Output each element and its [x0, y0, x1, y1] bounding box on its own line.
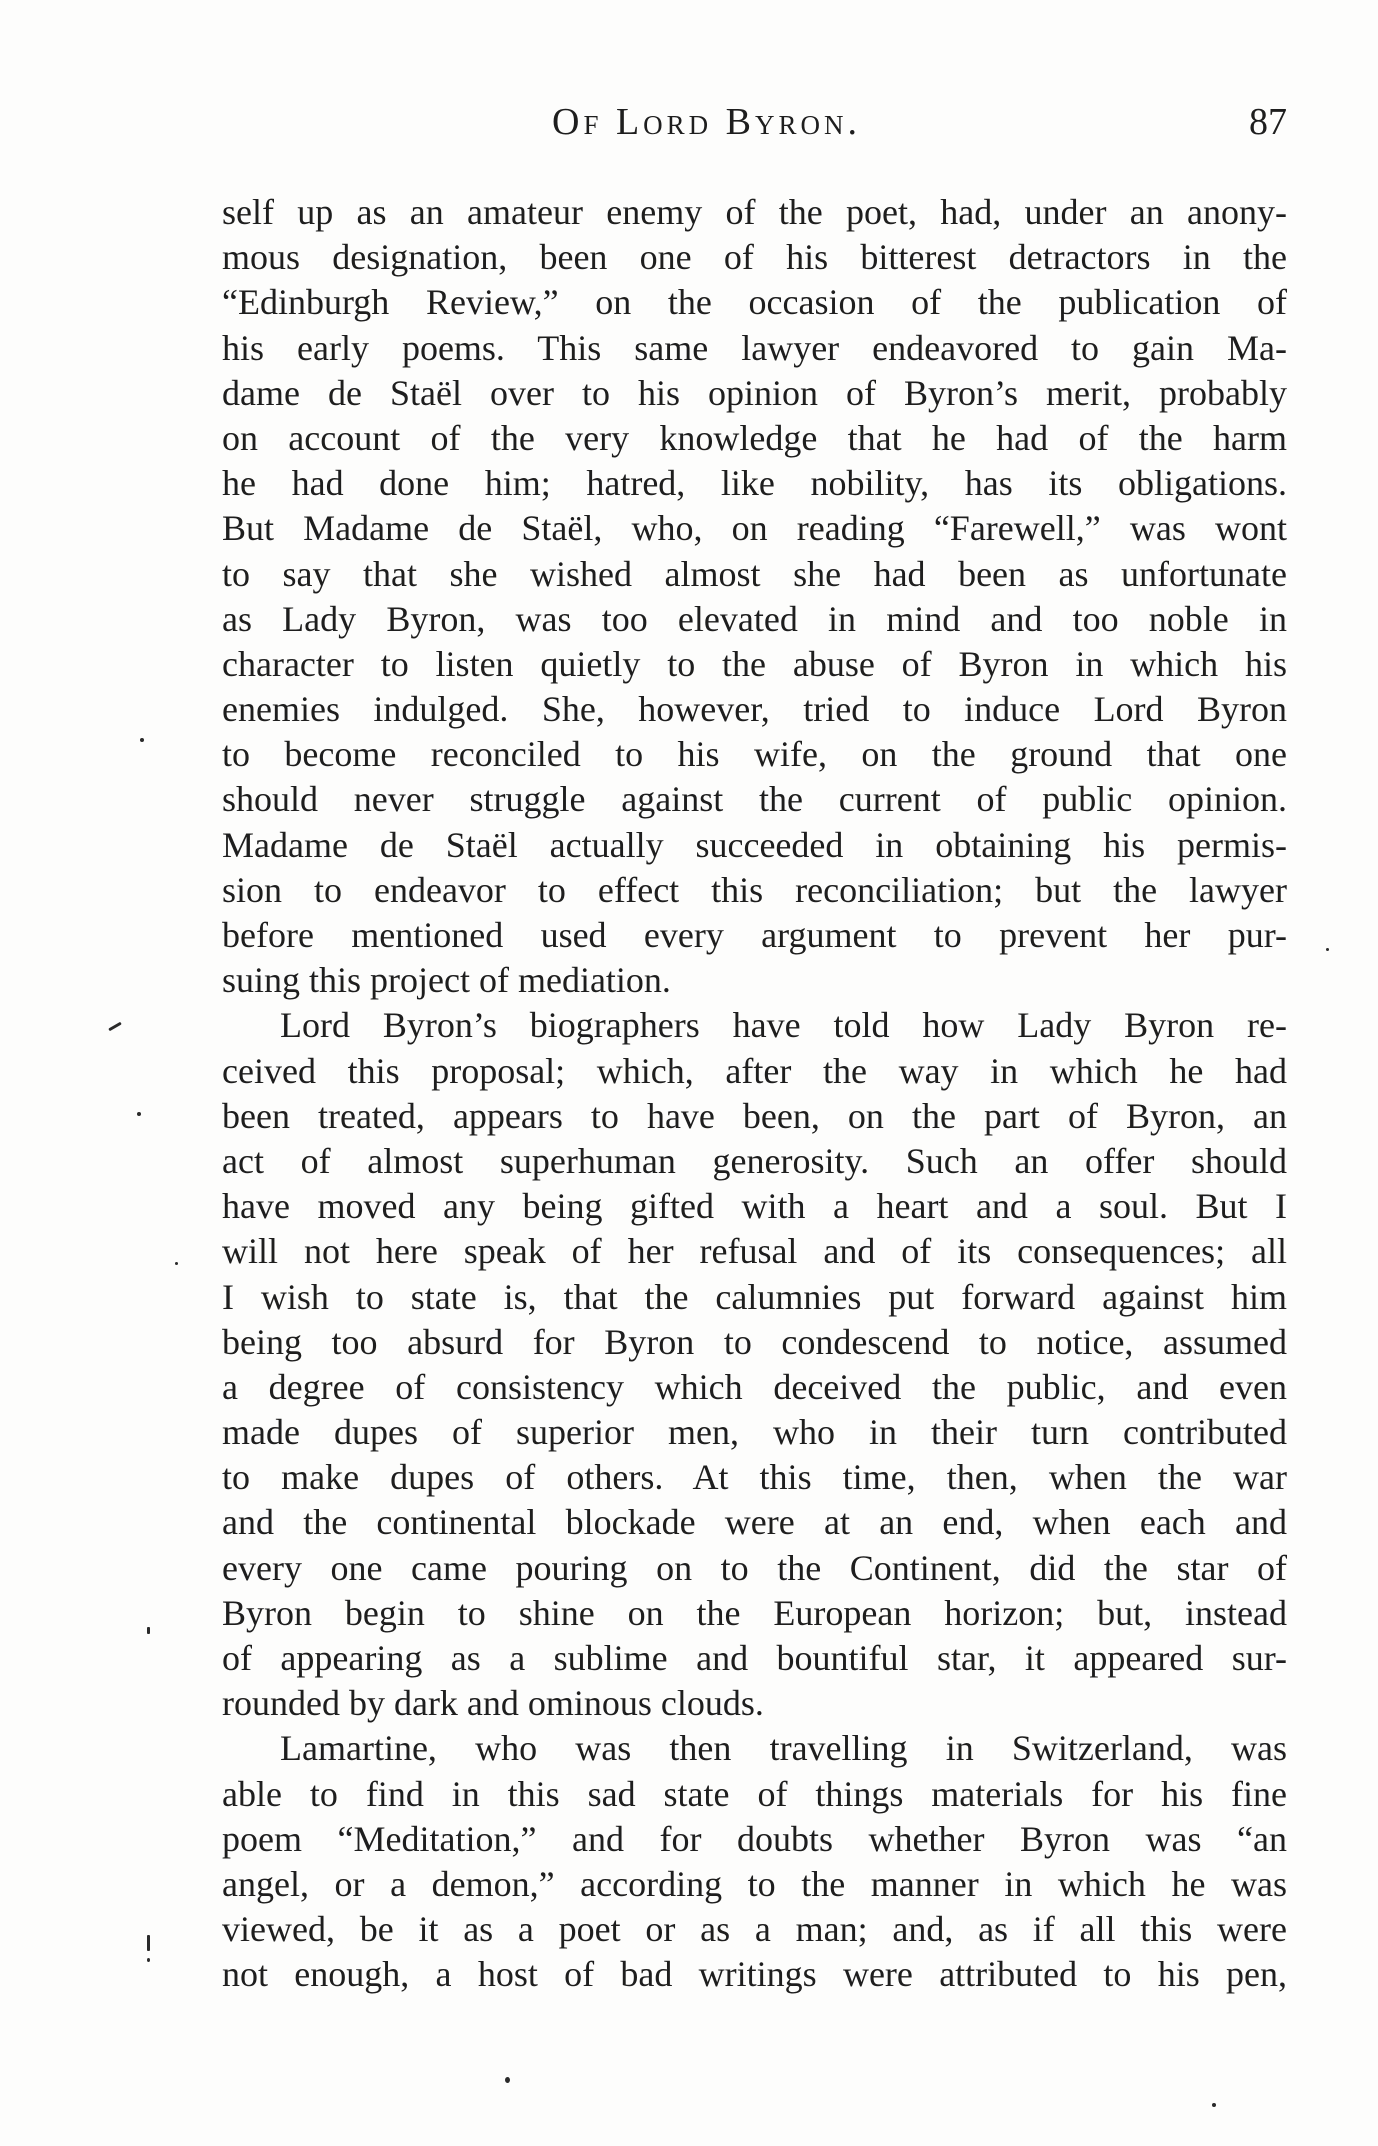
scan-speck: [175, 1262, 178, 1265]
scan-speck: [108, 1022, 122, 1032]
text-line: viewed, be it as a poet or as a man; and, as if all this were: [222, 1909, 1287, 1950]
text-line: to become reconciled to his wife, on the ground that one: [222, 734, 1287, 775]
body-text: [222, 190, 1287, 1998]
running-head: [222, 100, 1287, 160]
text-line: a degree of consistency which deceived the public, and even: [222, 1366, 1287, 1407]
text-line: character to listen quietly to the abuse of Byron in which his: [222, 643, 1287, 684]
text-line: enemies indulged. She, however, tried to induce Lord Byron: [222, 689, 1287, 730]
text-line: every one came pouring on to the Continent, did the star of: [222, 1547, 1287, 1588]
text-line: ceived this proposal; which, after the way in which he had: [222, 1050, 1287, 1091]
text-line: his early poems. This same lawyer endeavored to gain Ma-: [222, 327, 1287, 368]
scan-speck: [147, 1935, 150, 1951]
text-line: I wish to state is, that the calumnies put forward against him: [222, 1276, 1287, 1317]
text-line: made dupes of superior men, who in their turn contributed: [222, 1412, 1287, 1453]
text-line: poem “Meditation,” and for doubts whether Byron was “an: [222, 1818, 1287, 1859]
text-line: Byron begin to shine on the European horizon; but, instead: [222, 1592, 1287, 1633]
page-number: 87: [1249, 101, 1287, 143]
scan-speck: [505, 2077, 510, 2083]
text-line: dame de Staël over to his opinion of Byron’s merit, probably: [222, 372, 1287, 413]
scan-speck: [137, 1112, 141, 1116]
text-line: as Lady Byron, was too elevated in mind and too noble in: [222, 598, 1287, 639]
text-line: But Madame de Staël, who, on reading “Farewell,” was wont: [222, 508, 1287, 549]
text-line: and the continental blockade were at an end, when each and: [222, 1502, 1287, 1543]
scan-speck: [1212, 2103, 1216, 2107]
scan-speck: [1326, 948, 1329, 951]
text-line: Madame de Staël actually succeeded in obtaining his permis-: [222, 824, 1287, 865]
text-line: before mentioned used every argument to prevent her pur-: [222, 915, 1287, 955]
text-line: sion to endeavor to effect this reconciliation; but the lawyer: [222, 869, 1287, 910]
text-line: act of almost superhuman generosity. Such an offer should: [222, 1140, 1287, 1181]
running-title: Of Lord Byron.: [552, 101, 862, 143]
text-line: of appearing as a sublime and bountiful star, it appeared sur-: [222, 1638, 1287, 1678]
text-line: “Edinburgh Review,” on the occasion of the publication of: [222, 282, 1287, 323]
text-line: will not here speak of her refusal and of its consequences; all: [222, 1231, 1287, 1272]
text-line: on account of the very knowledge that he had of the harm: [222, 417, 1287, 458]
text-line: to say that she wished almost she had been as unfortunate: [222, 553, 1287, 594]
scan-speck: [147, 1627, 150, 1634]
scan-speck: [140, 738, 144, 742]
text-line: he had done him; hatred, like nobility, has its obligations.: [222, 463, 1287, 504]
text-line: been treated, appears to have been, on the part of Byron, an: [222, 1095, 1287, 1136]
text-line: angel, or a demon,” according to the manner in which he was: [222, 1863, 1287, 1904]
text-line: suing this project of mediation.: [222, 960, 671, 1001]
scan-speck: [147, 1958, 150, 1962]
text-line: being too absurd for Byron to condescend to notice, assumed: [222, 1321, 1287, 1362]
text-line: should never struggle against the current of public opinion.: [222, 779, 1287, 820]
text-line: have moved any being gifted with a heart and a soul. But I: [222, 1186, 1287, 1227]
text-line: Lamartine, who was then travelling in Switzerland, was: [280, 1728, 1287, 1769]
text-line: self up as an amateur enemy of the poet, had, under an anony-: [222, 192, 1287, 232]
text-line: rounded by dark and ominous clouds.: [222, 1683, 764, 1724]
text-line: mous designation, been one of his bitterest detractors in the: [222, 237, 1287, 278]
text-line: not enough, a host of bad writings were attributed to his pen,: [222, 1954, 1287, 1995]
text-line: Lord Byron’s biographers have told how Lady Byron re-: [280, 1005, 1287, 1046]
text-line: to make dupes of others. At this time, then, when the war: [222, 1457, 1287, 1498]
text-line: able to find in this sad state of things materials for his fine: [222, 1773, 1287, 1814]
